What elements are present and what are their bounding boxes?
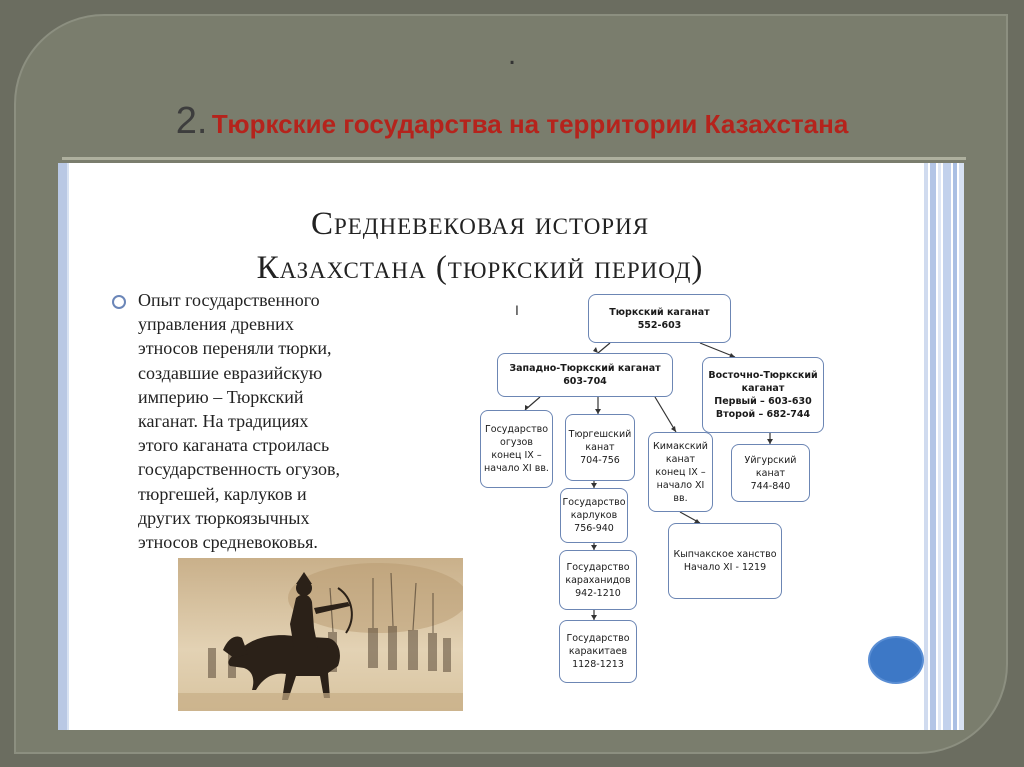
- node-turgesh: [565, 414, 635, 481]
- node-eastern-turkic: [702, 357, 824, 433]
- node-kipchak: [668, 523, 782, 599]
- body-line: тюргешей, карлуков и: [138, 483, 307, 504]
- node-uighur: [731, 444, 810, 502]
- node-kimak: [648, 432, 713, 512]
- node-turkic-khaganate: [588, 294, 731, 343]
- node-label: Западно-Тюркский каганат 603-704: [509, 363, 661, 387]
- node-label: Государство караханидов 942-1210: [565, 561, 631, 599]
- node-karluk: [560, 488, 628, 543]
- node-karakhanid: [559, 550, 637, 610]
- body-line: этносов переняли тюрки,: [138, 338, 332, 359]
- node-label: Кимакский канат конец IX – начало XI вв.: [653, 440, 708, 504]
- header-dot: .: [507, 38, 517, 71]
- body-line: этносов средневоковья.: [138, 532, 318, 553]
- node-label: Государство карлуков 756-940: [562, 497, 626, 534]
- node-label: Тюргешский канат 704-756: [568, 429, 632, 466]
- node-label: Тюркский каганат 552-603: [609, 306, 710, 331]
- heading-line-2: Казахстана (тюркский период): [256, 250, 704, 286]
- node-label: Государство каракитаев 1128-1213: [566, 633, 630, 670]
- blue-circle-decoration: [868, 636, 924, 684]
- title-number: 2.: [175, 100, 208, 142]
- body-line: каганат. На традициях: [138, 411, 309, 432]
- node-label: Восточно-Тюркский каганат Первый – 603-630 Второй – 682-744: [708, 370, 818, 420]
- node-oguz-state: [480, 410, 553, 488]
- body-line: империю – Тюркский: [138, 386, 304, 407]
- body-line: этого каганата строилась: [138, 435, 330, 456]
- text-cursor: I: [515, 302, 519, 318]
- node-western-turkic: [497, 353, 673, 397]
- body-line: государственность огузов,: [138, 459, 341, 480]
- node-label: Государство огузов конец IX – начало XI вв.: [484, 424, 549, 474]
- body-line: управления древних: [138, 314, 294, 335]
- title-text: Тюркские государства на территории Казахстана: [211, 109, 849, 139]
- node-karakitai: [559, 620, 637, 683]
- body-line: создавшие евразийскую: [138, 362, 323, 383]
- body-line: других тюркоязычных: [138, 507, 310, 528]
- node-label: Кыпчакское ханство Начало XI - 1219: [673, 549, 777, 573]
- heading-line-1: Средневековая история: [310, 206, 650, 242]
- body-line: Опыт государственного: [138, 290, 320, 310]
- node-label: Уйгурский канат 744-840: [744, 454, 797, 492]
